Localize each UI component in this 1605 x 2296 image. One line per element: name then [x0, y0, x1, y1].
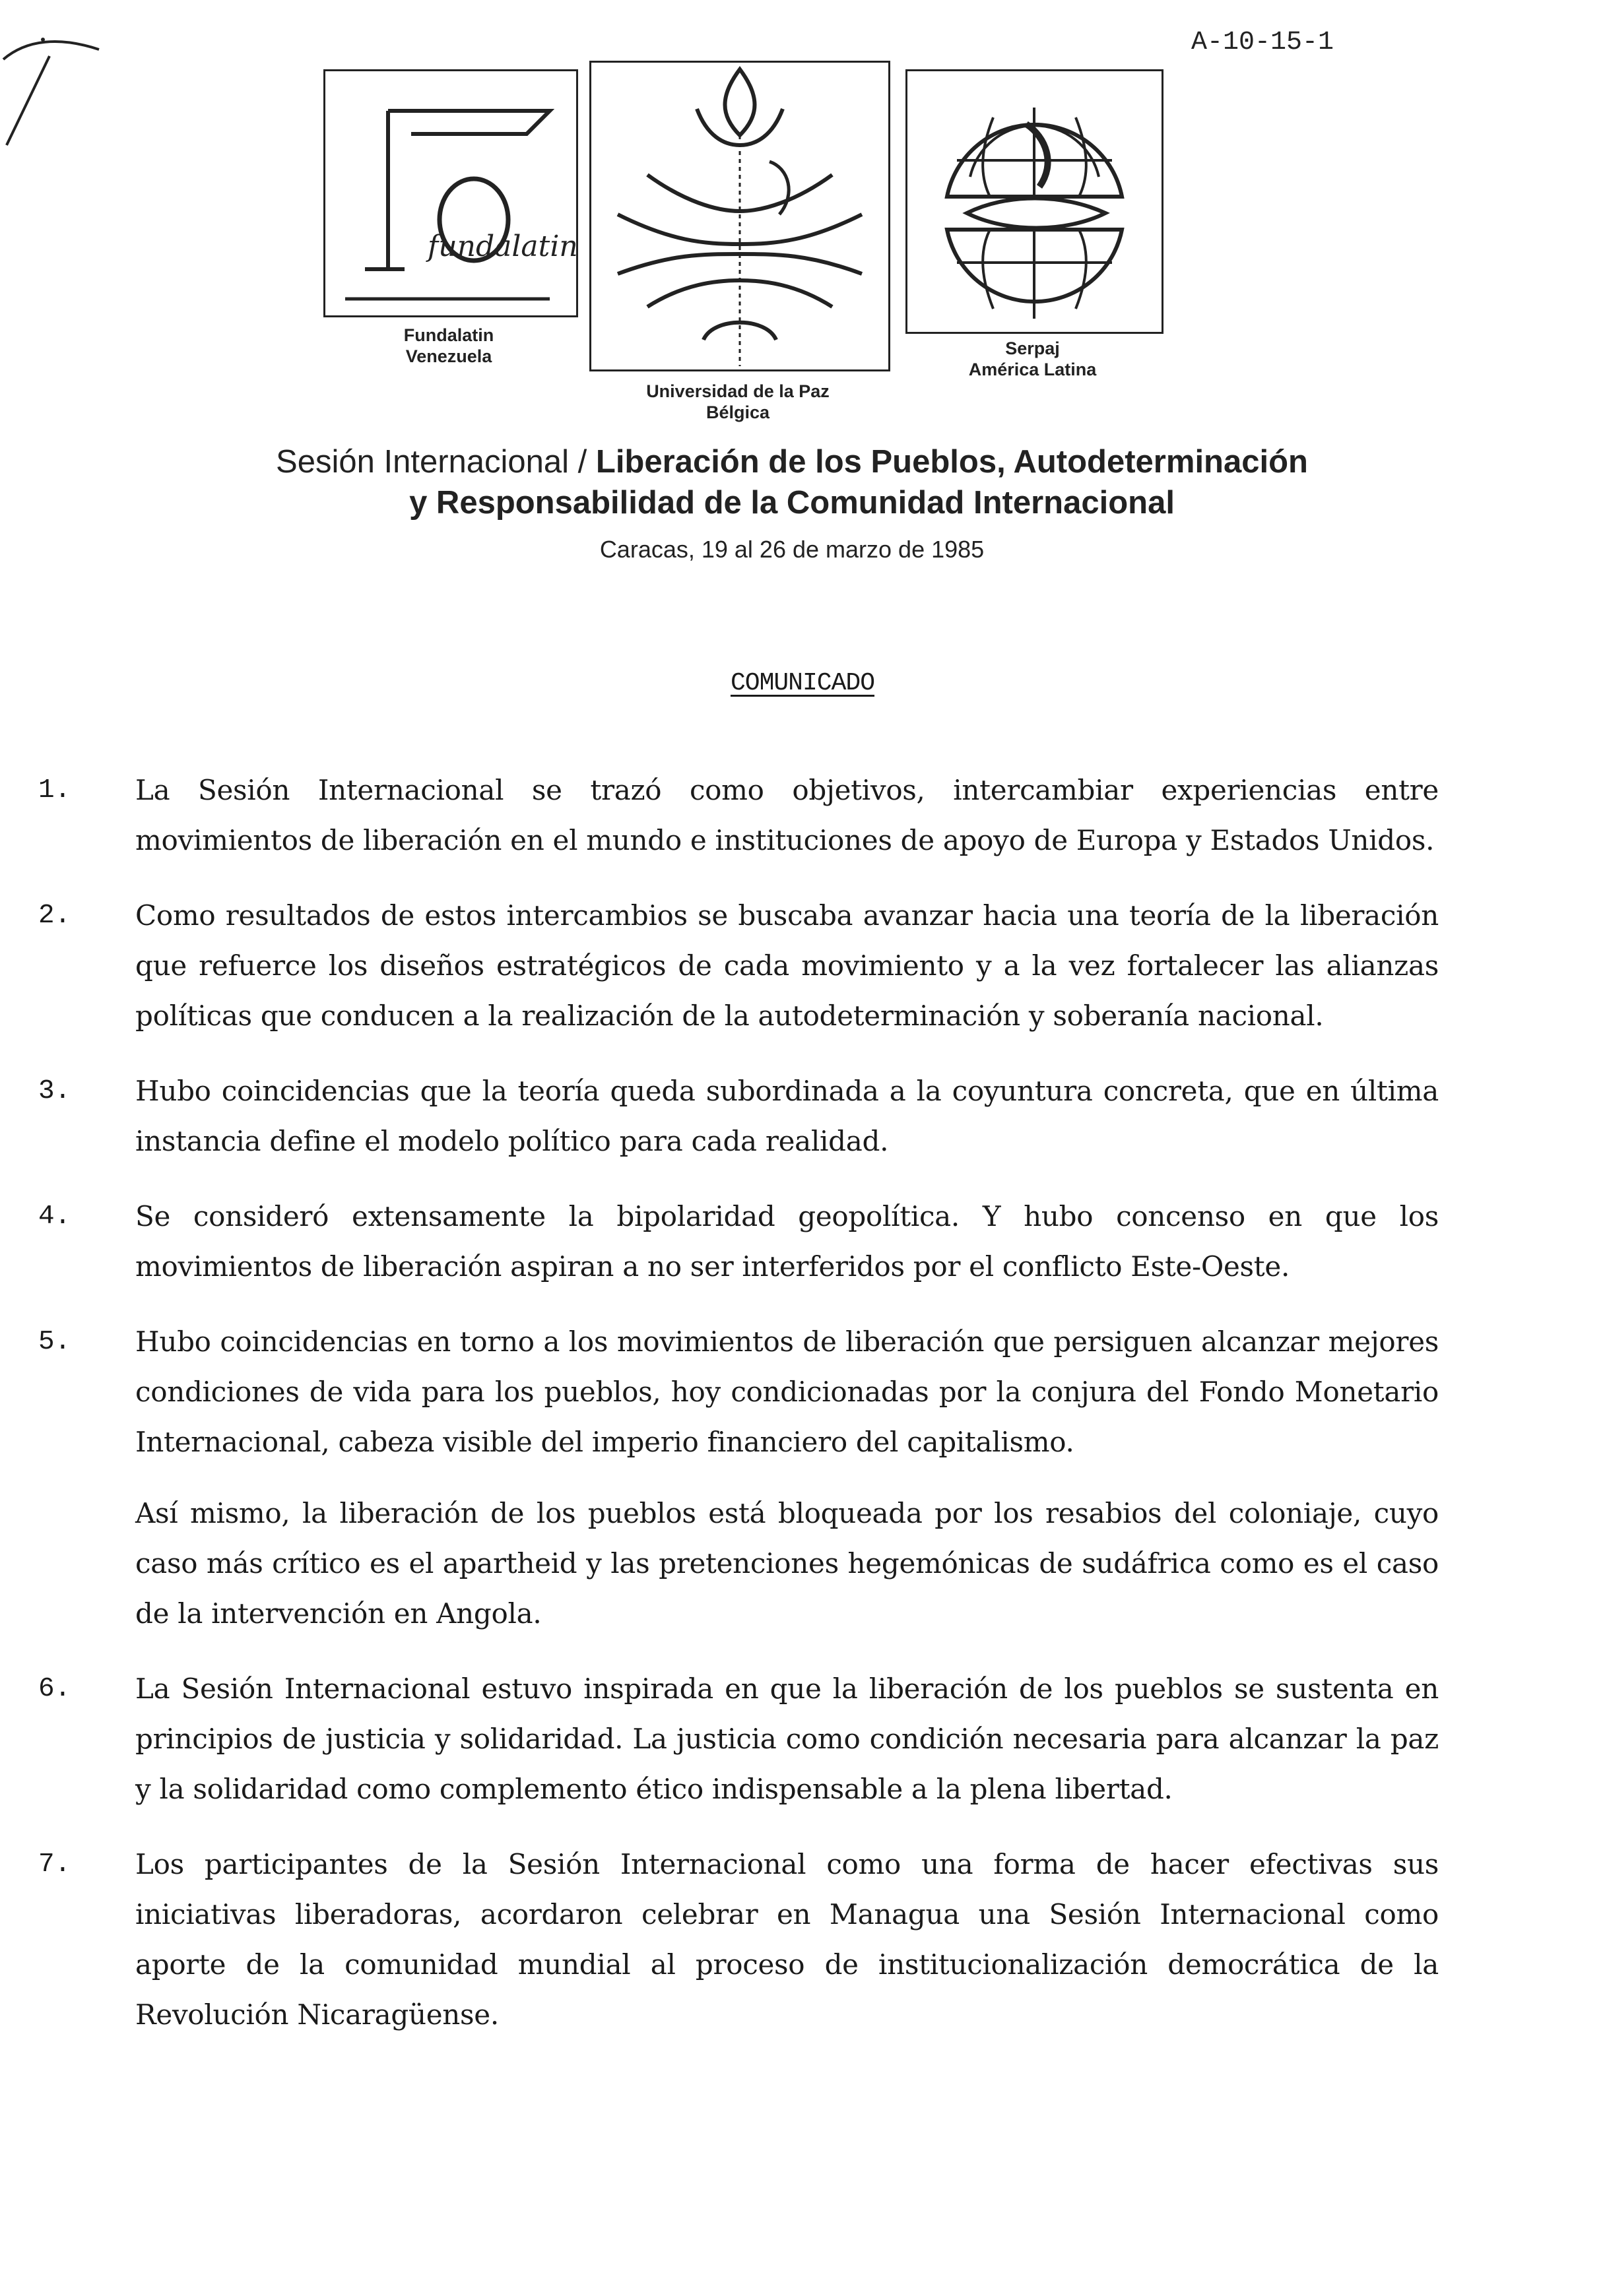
list-item: [0, 1839, 1605, 2040]
item-text: La Sesión Internacional estuvo inspirada en que la liberación de los pueblos se sustenta en principios de justicia y solidaridad. La justicia como condición necesaria para alcanzar la paz y la solidaridad como complemento ético indispensable a la plena libertad.: [135, 1673, 1439, 1805]
item-text: Los participantes de la Sesión Internacional como una forma de hacer efectivas sus iniciativas liberadoras, acordaron celebrar en Managua una Sesión Internacional como aporte de la comunidad mundial al proceso de institucionalización democrática de la Revolución Nicaragüense.: [135, 1848, 1439, 2031]
item-text: Así mismo, la liberación de los pueblos está bloqueada por los resabios del coloniaje, cuyo caso más crítico es el apartheid y las pretenciones hegemónicas de sudáfrica como es el caso de la intervención en Angola.: [135, 1497, 1439, 1630]
item-number: 4.: [38, 1201, 71, 1232]
list-item: [0, 1664, 1605, 1814]
item-text: Como resultados de estos intercambios se buscaba avanzar hacia una teoría de la liberación que refuerce los diseños estratégicos de cada movimiento y a la vez fortalecer las alianzas políticas que conducen a la realización de la autodeterminación y soberanía nacional.: [135, 899, 1439, 1032]
item-text: Hubo coincidencias en torno a los movimientos de liberación que persiguen alcanzar mejores condiciones de vida para los pueblos, hoy condicionadas por la conjura del Fondo Monetario Internacional, cabeza visible del imperio financiero del capitalismo.: [135, 1325, 1439, 1458]
item-number: 6.: [38, 1674, 71, 1704]
communique-heading-row: [0, 669, 1605, 697]
peace-sprout-icon: [591, 63, 888, 369]
item-number: 5.: [38, 1327, 71, 1357]
list-item-continuation: [0, 1488, 1605, 1639]
globe-handshake-icon: [907, 71, 1162, 332]
list-item: [0, 1066, 1605, 1166]
list-item: [0, 891, 1605, 1041]
session-title-line2: y Responsabilidad de la Comunidad Internacional: [409, 485, 1175, 521]
fundalatin-mark-icon: [325, 71, 576, 315]
session-title-main: Liberación de los Pueblos, Autodeterminación: [595, 444, 1308, 480]
list-item: [0, 765, 1605, 866]
item-number: 3.: [38, 1076, 71, 1106]
item-text: Se consideró extensamente la bipolaridad geopolítica. Y hubo concenso en que los movimientos de liberación aspiran a no ser interferidos por el conflicto Este-Oeste.: [135, 1200, 1439, 1283]
list-item: [0, 1317, 1605, 1467]
serpaj-caption: Serpaj América Latina: [968, 338, 1097, 379]
session-prefix: Sesión Internacional /: [276, 444, 596, 480]
handwritten-mark-icon: [0, 20, 145, 152]
fundalatin-wordmark: fundalatin: [428, 230, 578, 263]
fundalatin-logo: [323, 69, 578, 317]
item-number: 2.: [38, 901, 71, 931]
session-place-date: Caracas, 19 al 26 de marzo de 1985: [599, 536, 985, 563]
document-code: A-10-15-1: [1191, 28, 1334, 57]
universidad-paz-logo: [589, 61, 890, 371]
communique-heading: COMUNICADO: [730, 669, 875, 697]
item-text: Hubo coincidencias que la teoría queda subordinada a la coyuntura concreta, que en última instancia define el modelo político para cada realidad.: [135, 1075, 1439, 1157]
communique-items: [0, 765, 1605, 2065]
item-text: La Sesión Internacional se trazó como objetivos, intercambiar experiencias entre movimientos de liberación en el mundo e instituciones de apoyo de Europa y Estados Unidos.: [135, 774, 1439, 856]
item-number: 1.: [38, 775, 71, 806]
list-item: [0, 1192, 1605, 1292]
serpaj-logo: [905, 69, 1163, 334]
fundalatin-caption: Fundalatin Venezuela: [403, 325, 494, 366]
universidad-paz-caption: Universidad de la Paz Bélgica: [646, 381, 830, 422]
session-title-line1: [99, 442, 1485, 482]
item-number: 7.: [38, 1849, 71, 1880]
